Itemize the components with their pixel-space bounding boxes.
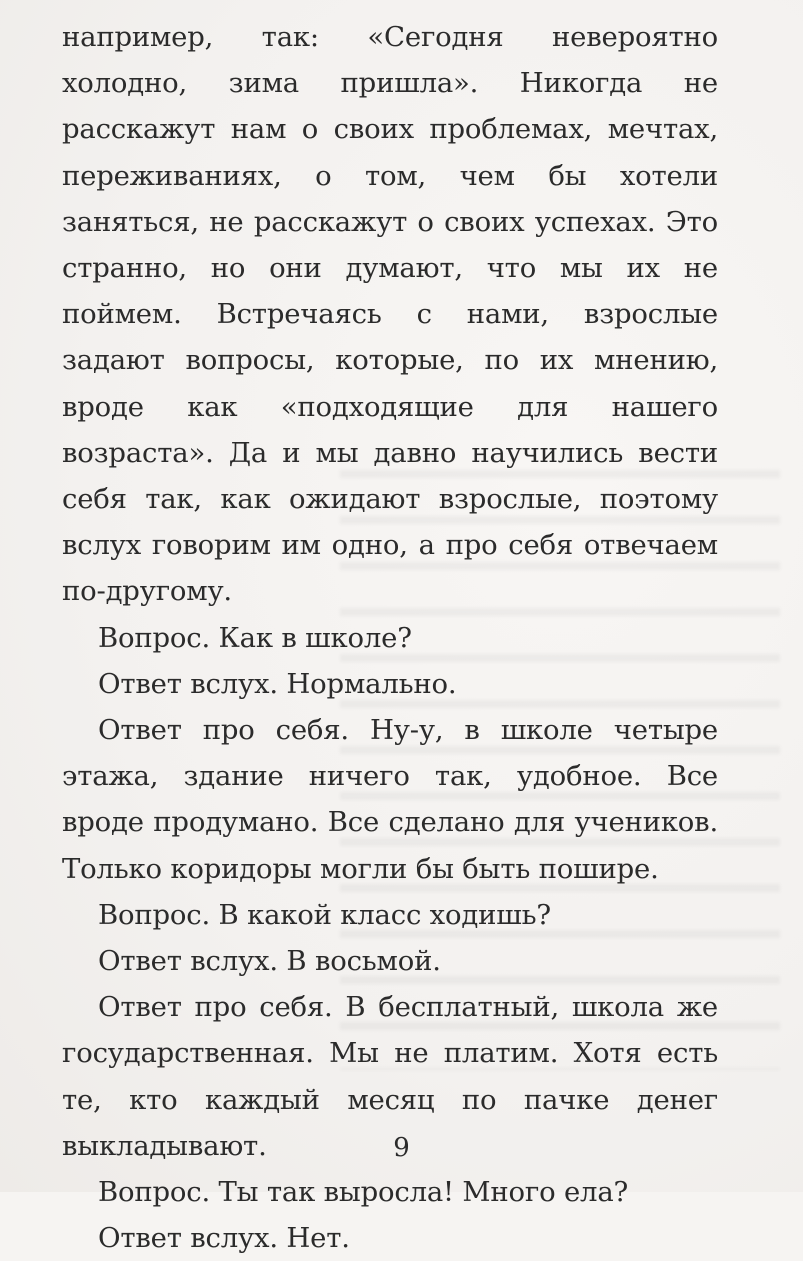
page-number: 9 [393, 1133, 410, 1163]
paragraph-9: Ответ вслух. Нет. [98, 1222, 350, 1255]
body-text [62, 14, 718, 1261]
paragraph-4: Ответ про себя. Ну-у, в школе четыре этажа, здание ничего так, удобное. Все вроде продумано. Все сделано для учеников. Только коридоры могли бы быть пошире. [62, 714, 718, 885]
paragraph-6: Ответ вслух. В восьмой. [98, 945, 441, 978]
paragraph-2: Вопрос. Как в школе? [98, 621, 412, 654]
paragraph-7: Ответ про себя. В бесплатный, школа же государственная. Мы не платим. Хотя есть те, кто каждый месяц по пачке денег выкладывают. [62, 991, 718, 1162]
paragraph-3: Ответ вслух. Нормально. [98, 667, 457, 700]
paragraph-8: Вопрос. Ты так выросла! Много ела? [98, 1176, 629, 1209]
paragraph-1: например, так: «Сегодня невероятно холодно, зима пришла». Никогда не расскажут нам о своих проблемах, мечтах, переживаниях, о том, чем бы хотели заняться, не расскажут о своих успехах. Это странно, но они думают, что мы их не поймем. Встречаясь с нами, взрослые задают вопросы, которые, по их мнению, вроде как «подходящие для нашего возраста». Да и мы давно научились вести себя так, как ожидают взрослые, поэтому вслух говорим им одно, а про себя отвечаем по-другому. [62, 21, 718, 608]
paragraph-5: Вопрос. В какой класс ходишь? [98, 898, 551, 931]
